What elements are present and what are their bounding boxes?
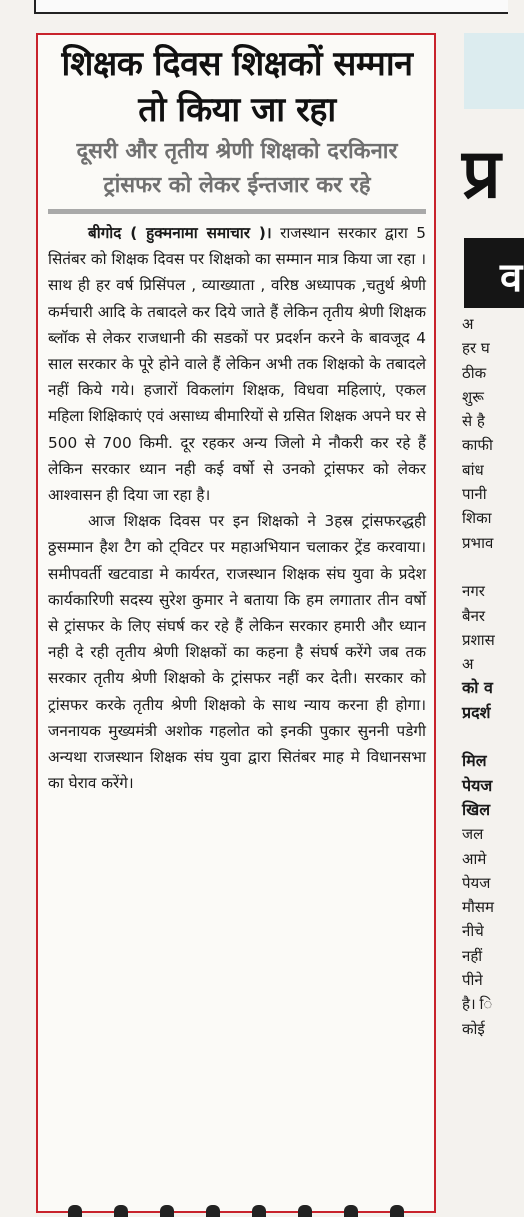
adjacent-text-line: पेयज xyxy=(462,873,491,892)
adjacent-column xyxy=(454,0,523,1200)
adjacent-text-line: खिल xyxy=(462,799,491,819)
adjacent-text-line: पानी xyxy=(462,485,487,504)
adjacent-text-line: है। ि xyxy=(462,995,493,1014)
adjacent-text-line: पीने xyxy=(462,971,483,990)
adjacent-text-line: नगर xyxy=(462,582,485,601)
adjacent-text-line: अ xyxy=(462,315,474,333)
adjacent-text-line: प्रदर्श xyxy=(462,702,491,722)
article-paragraph-1 xyxy=(48,220,426,508)
adjacent-text-line: मौसम xyxy=(462,898,494,917)
adjacent-text-line: प्रभाव xyxy=(462,533,494,552)
article-paragraph-1-body: राजस्थान सरकार द्वारा 5 सितंबर को शिक्षक दिवस पर शिक्षको का सम्मान मात्र किया जा रहा । साथ ही हर वर्ष प्रिसिंपल , व्याख्याता , वरिष्ठ अध्यापक ,चतुर्थ श्रेणी कर्मचारी आदि के तबादले कर दिये जाते हैं लेकिन तृतीय श्रेणी शिक्षक ब्लॉक से लेकर राजधानी की सडकों पर प्रदर्शन करने के बावजूद 4 साल सरकार के पूरे होने वाले हैं लेकिन अभी तक शिक्षको के तबादले नहीं किये गये। हजारों विकलांग शिक्षक, विधवा महिलाएं, एकल महिला शिक्षिकाएं एवं असाध्य बीमारियों से ग्रसित शिक्षक अपने घर से 500 से 700 किमी. दूर रहकर अन्य जिलो मे नौकरी कर रहे हैं लेकिन सरकार ध्यान नही कई वर्षो से उनको ट्रांसफर को लेकर आश्वासन ही दिया जा रहा है। xyxy=(48,224,426,505)
adjacent-black-banner xyxy=(464,238,524,308)
adjacent-text-line: को व xyxy=(462,678,493,698)
adjacent-text-line: बांध xyxy=(462,460,484,479)
article-dateline: बीगोद ( हुक्मनामा समाचार )। xyxy=(88,224,272,242)
adjacent-text-lines xyxy=(462,312,522,1041)
adjacent-text-line: शिका xyxy=(462,509,492,528)
adjacent-text-line xyxy=(462,555,522,579)
adjacent-photo-box xyxy=(464,33,524,109)
adjacent-text-line: से है xyxy=(462,412,485,431)
adjacent-text-line: नीचे xyxy=(462,922,484,941)
adjacent-text-line: हर घ xyxy=(462,339,490,358)
adjacent-text-line: अ xyxy=(462,655,474,674)
adjacent-text-line: बैनर xyxy=(462,606,486,625)
adjacent-text-line: प्रशास xyxy=(462,630,495,649)
adjacent-text-line: शुरू xyxy=(462,387,484,406)
adjacent-banner-glyph: व xyxy=(500,255,523,301)
divider-rule xyxy=(48,209,426,214)
adjacent-text-line: ठीक xyxy=(462,363,487,382)
next-article-cut-edge xyxy=(52,1205,420,1217)
adjacent-text-line: पेयज xyxy=(462,775,493,795)
adjacent-text-line: कोई xyxy=(462,1019,485,1038)
adjacent-text-line: नहीं xyxy=(462,946,483,965)
news-article xyxy=(36,33,436,1213)
article-headline: शिक्षक दिवस शिक्षकों सम्मान तो किया जा रहा xyxy=(61,44,413,130)
adjacent-text-line: आमे xyxy=(462,849,487,868)
adjacent-text-line: जल xyxy=(462,825,484,844)
adjacent-text-line xyxy=(462,725,522,749)
page-top-edge xyxy=(34,0,508,14)
adjacent-text-line: काफी xyxy=(462,436,493,455)
adjacent-text-line: मिल xyxy=(462,751,487,771)
article-paragraph-2: आज शिक्षक दिवस पर इन शिक्षको ने 3हस्र ट्रांसफरद्धही ठ्ठसम्मान हैश टैग को ट्विटर पर महाअभियान चलाकर ट्रेंड करवाया। समीपवर्ती खटवाडा मे कार्यरत, राजस्थान शिक्षक संघ युवा के प्रदेश कार्यकारिणी सदस्य सुरेश कुमार ने बताया कि हम लगातार तीन वर्षो से ट्रांसफर के लिए संघर्ष कर रहे हैं लेकिन सरकार हमारी और ध्यान नही दे रही तृतीय श्रेणी शिक्षकों का कहना है संघर्ष करेंगे जब तक सरकार तृतीय श्रेणी शिक्षको के ट्रांसफर नहीं कर देती। सरकार को ट्रांसफर करके तृतीय श्रेणी शिक्षको के साथ न्याय करना ही होगा। जननायक मुख्यमंत्री अशोक गहलोत को इनकी पुकार सुननी पडेगी अन्यथा राजस्थान शिक्षक संघ युवा द्वारा सितंबर माह मे विधानसभा का घेराव करेंगे। xyxy=(48,512,426,793)
article-subheadline: दूसरी और तृतीय श्रेणी शिक्षको दरकिनार ट्रांसफर को लेकर ईन्तजार कर रहे xyxy=(76,139,398,198)
adjacent-headline-glyph: प्र xyxy=(462,135,501,214)
